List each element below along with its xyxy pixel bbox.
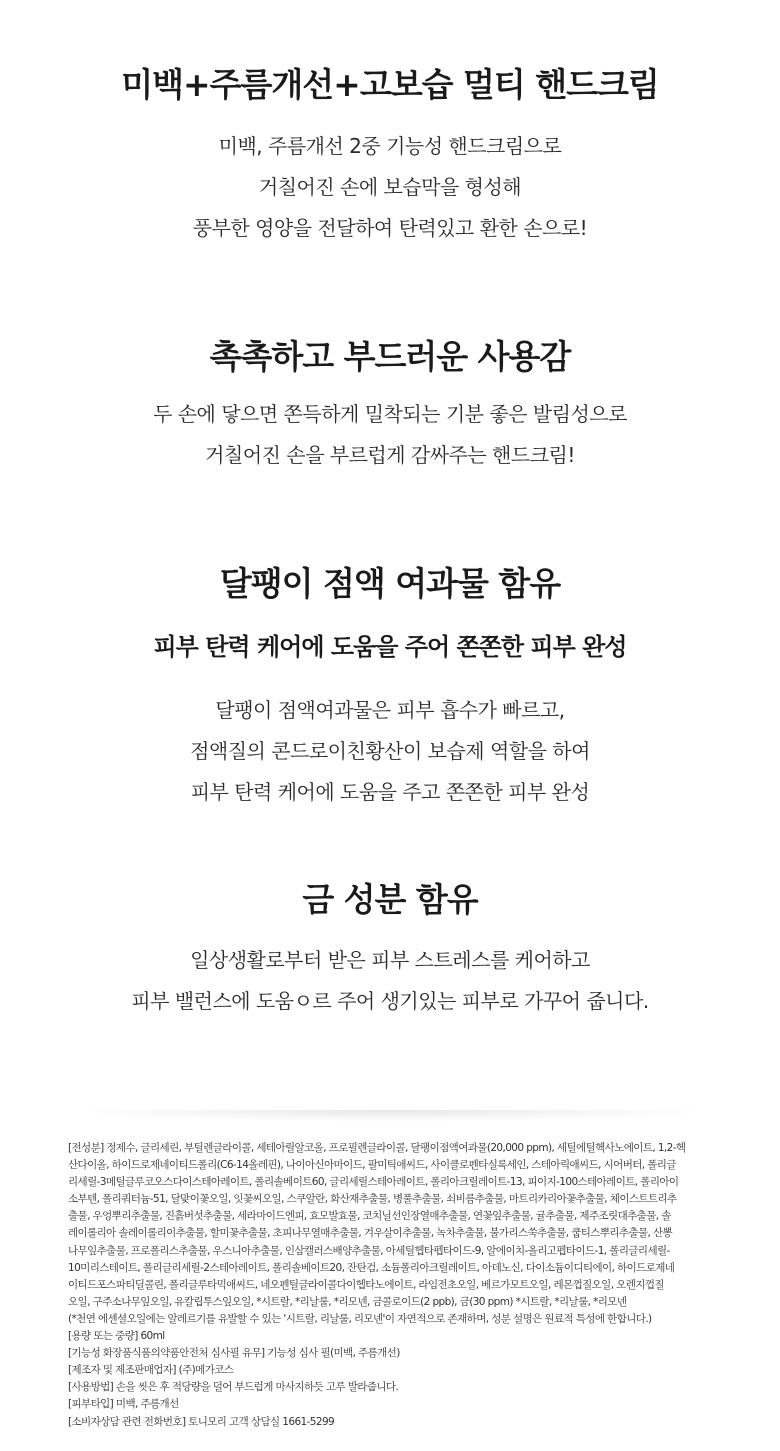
section-multi-hand-cream [0, 60, 780, 249]
volume-info: [용량 또는 중량] 60ml [68, 1330, 165, 1343]
description-line: 미백, 주름개선 2중 기능성 핸드크림으로 [218, 134, 562, 158]
section-title: 달팽이 점액 여과물 함유 [219, 564, 561, 603]
product-info-block [68, 1140, 728, 1431]
description-line: 거칠어진 손에 보습막을 형성해 [258, 175, 522, 199]
description-line: 두 손에 닿으면 쫀득하게 밀착되는 기분 좋은 발림성으로 [153, 402, 627, 426]
section-gold [0, 872, 780, 1022]
ingredients-line: 산다이올, 하이드로제네이티드폴리(C6-14올레핀), 나이아신아마이드, 팔미틱애씨드, 사이클로펜타실록세인, 스테아릭애씨드, 시어버터, 폴리글 [68, 1159, 676, 1172]
section-texture [0, 332, 780, 476]
customer-service-info: [소비자상담 관련 전화번호] 토니모리 고객 상담실 1661-5299 [68, 1415, 335, 1428]
section-title: 촉촉하고 부드러운 사용감 [209, 337, 571, 376]
description-line: 풍부한 영양을 전달하여 탄력있고 환한 손으로! [192, 216, 588, 240]
ingredients-line: 나무잎추출물, 프로폴리스추출물, 우스니아추출물, 인삼캘러스배양추출물, 아세틸헵타펩타이드-9, 알에이치-올리고펩타이드-1, 폴리글리세릴- [68, 1244, 670, 1257]
description-line: 일상생활로부터 받은 피부 스트레스를 케어하고 [190, 948, 590, 972]
ingredients-line: 레이롤리아 솔레이롤리이추출물, 할미꽃추출물, 초피나무열매추출물, 겨우살이추출물, 녹차추출물, 불가리스쑥추출물, 쿱티스뿌리추출물, 산뽕 [68, 1227, 673, 1240]
ingredients-line: [전성분] 정제수, 글리세린, 부틸렌글라이콜, 세테아릴알코올, 프로필렌글라이콜, 달팽이점액여과물(20,000 ppm), 세틸에틸헥사노에이트, 1,2-헥 [68, 1142, 686, 1154]
usage-info: [사용방법] 손을 씻은 후 적당량을 덜어 부드럽게 마사지하듯 고루 발라줍니다. [68, 1381, 399, 1394]
section-title: 미백+주름개선+고보습 멀티 핸드크림 [121, 65, 659, 104]
section-subtitle: 피부 탄력 케어에 도움을 주어 쫀쫀한 피부 완성 [153, 633, 627, 661]
description-line: 점액질의 콘드로이친황산이 보습제 역할을 하여 [190, 739, 590, 763]
ingredients-line: 이티드포스파티딜콜린, 폴리글루타믹애씨드, 네오펜틸글라이콜다이헵타노에이트, 라임전초오일, 베르가모트오일, 레몬껍질오일, 오렌지껍질 [68, 1278, 664, 1291]
skin-type-info: [피부타입] 미백, 주름개선 [68, 1398, 179, 1411]
allergen-note: (*천연 에센셜오일에는 알레르기를 유발할 수 있는 '시트랄, 리날룰, 리모넨'이 자연적으로 존재하며, 성분 설명은 원료적 특성에 한합니다.) [68, 1312, 652, 1325]
functional-certification-info: [기능성 화장품식품의약품안전처 심사필 유무] 기능성 심사 필(미백, 주름개선) [68, 1347, 400, 1360]
manufacturer-info: [제조자 및 제조판매업자] (주)메가코스 [68, 1364, 234, 1377]
description-line: 거칠어진 손을 부르럽게 감싸주는 핸드크림! [205, 443, 575, 467]
description-line: 피부 밸런스에 도움ㅇ르 주어 생기있는 피부로 가꾸어 줍니다. [131, 989, 649, 1013]
ingredients-line: 오일, 구주소나무잎오일, 유칼립투스잎오일, *시트랄, *리날룰, *리모넨, 금콜로이드(2 ppb), 금(30 ppm) *시트랄, *리날룰, *리모넨 [68, 1295, 627, 1308]
section-title: 금 성분 함유 [302, 880, 478, 919]
ingredients-line: 리세릴-3메틸글루코오스다이스테아레이트, 폴리솔베이트60, 글리세릴스테아레이트, 폴리아크릴레이트-13, 피이지-100스테아레이트, 폴리아이 [68, 1176, 679, 1189]
ingredients-line: 출물, 우엉뿌리추출물, 진흙버섯추출물, 세라마이드엔피, 효모발효물, 코치닐선인장열매추출물, 연꽃잎추출물, 귤추출물, 제주조릿대추출물, 솔 [68, 1210, 671, 1223]
description-line: 달팽이 점액여과물은 피부 흡수가 빠르고, [215, 698, 565, 722]
section-snail-mucin [0, 556, 780, 813]
ingredients-line: 소부텐, 폴리쿼터늄-51, 달맞이꽃오일, 잇꽃씨오일, 스쿠알란, 화산재추출물, 병풀추출물, 쇠비름추출물, 마트리카리아꽃추출물, 체이스트트리추 [68, 1193, 677, 1206]
section-divider [60, 1110, 720, 1122]
ingredients-line: 10미리스테이트, 폴리글리세릴-2스테아레이트, 폴리솔베이트20, 잔탄검, 소듐폴리아크릴레이트, 아데노신, 다이소듐이디티에이, 하이드로제네 [68, 1261, 675, 1274]
description-line: 피부 탄력 케어에 도움을 주고 쫀쫀한 피부 완성 [190, 780, 590, 804]
